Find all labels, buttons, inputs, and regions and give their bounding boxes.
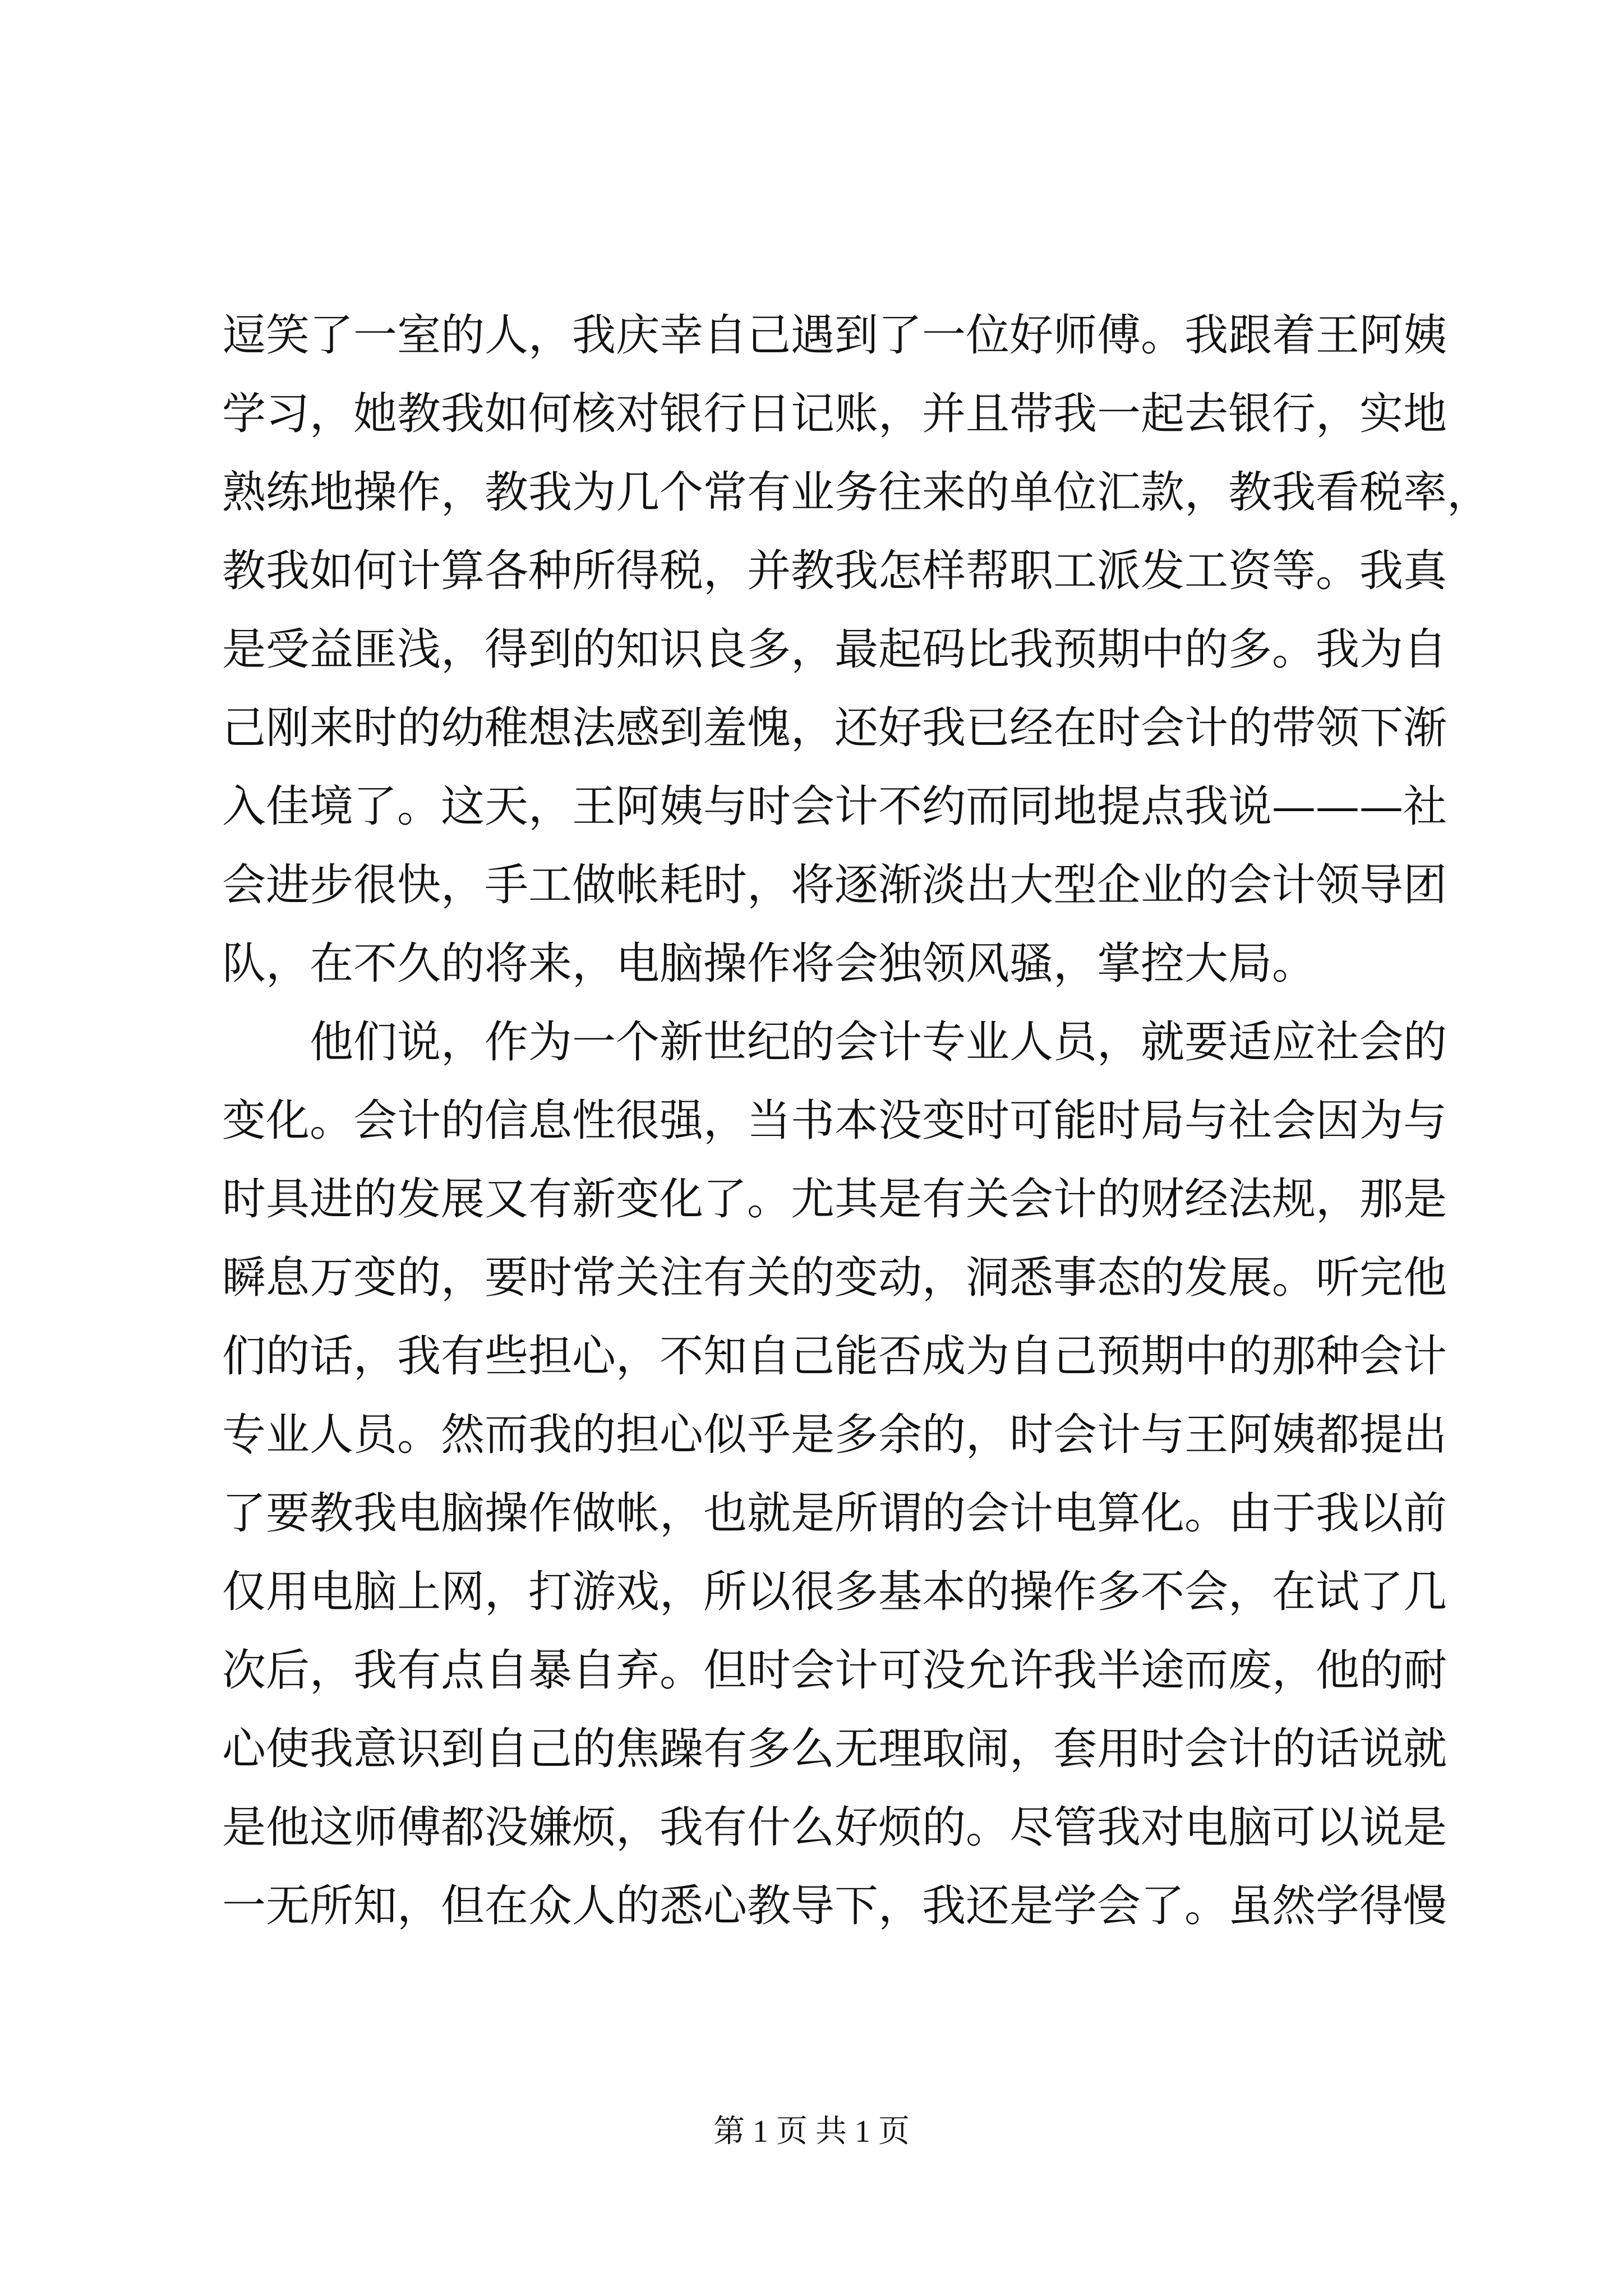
text-line: 时具进的发展又有新变化了。尤其是有关会计的财经法规，那是 — [222, 1174, 1447, 1225]
text-line: 瞬息万变的，要时常关注有关的变动，洞悉事态的发展。听完他 — [222, 1253, 1447, 1303]
text-line: 了要教我电脑操作做帐，也就是所谓的会计电算化。由于我以前 — [222, 1488, 1447, 1539]
text-line: 心使我意识到自己的焦躁有多么无理取闹，套用时会计的话说就 — [222, 1724, 1447, 1774]
text-line: 是他这师傅都没嫌烦，我有什么好烦的。尽管我对电脑可以说是 — [222, 1802, 1447, 1853]
text-line: 变化。会计的信息性很强，当书本没变时可能时局与社会因为与 — [222, 1096, 1447, 1146]
text-line: 一无所知，但在众人的悉心教导下，我还是学会了。虽然学得慢 — [222, 1881, 1447, 1931]
text-line: 仅用电脑上网，打游戏，所以很多基本的操作多不会，在试了几 — [222, 1567, 1447, 1617]
text-line: 们的话，我有些担心，不知自己能否成为自己预期中的那种会计 — [222, 1331, 1447, 1382]
text-line: 逗笑了一室的人，我庆幸自己遇到了一位好师傅。我跟着王阿姨 — [222, 310, 1447, 361]
text-line: 专业人员。然而我的担心似乎是多余的，时会计与王阿姨都提出 — [222, 1410, 1447, 1460]
text-line: 次后，我有点自暴自弃。但时会计可没允许我半途而废，他的耐 — [222, 1645, 1447, 1696]
text-line: 己刚来时的幼稚想法感到羞愧，还好我已经在时会计的带领下渐 — [222, 703, 1447, 753]
text-line: 熟练地操作，教我为几个常有业务往来的单位汇款，教我看税率， — [222, 467, 1491, 518]
text-line: 学习，她教我如何核对银行日记账，并且带我一起去银行，实地 — [222, 389, 1447, 439]
text-line: 是受益匪浅，得到的知识良多，最起码比我预期中的多。我为自 — [222, 624, 1447, 675]
text-line: 入佳境了。这天，王阿姨与时会计不约而同地提点我说———社 — [222, 781, 1447, 832]
page-footer: 第 1 页 共 1 页 — [713, 2114, 910, 2149]
text-line: 会进步很快，手工做帐耗时，将逐渐淡出大型企业的会计领导团 — [222, 860, 1447, 910]
text-line: 队，在不久的将来，电脑操作将会独领风骚，掌控大局。 — [222, 938, 1316, 989]
text-line: 他们说，作为一个新世纪的会计专业人员，就要适应社会的 — [310, 1017, 1447, 1068]
text-line: 教我如何计算各种所得税，并教我怎样帮职工派发工资等。我真 — [222, 546, 1447, 596]
